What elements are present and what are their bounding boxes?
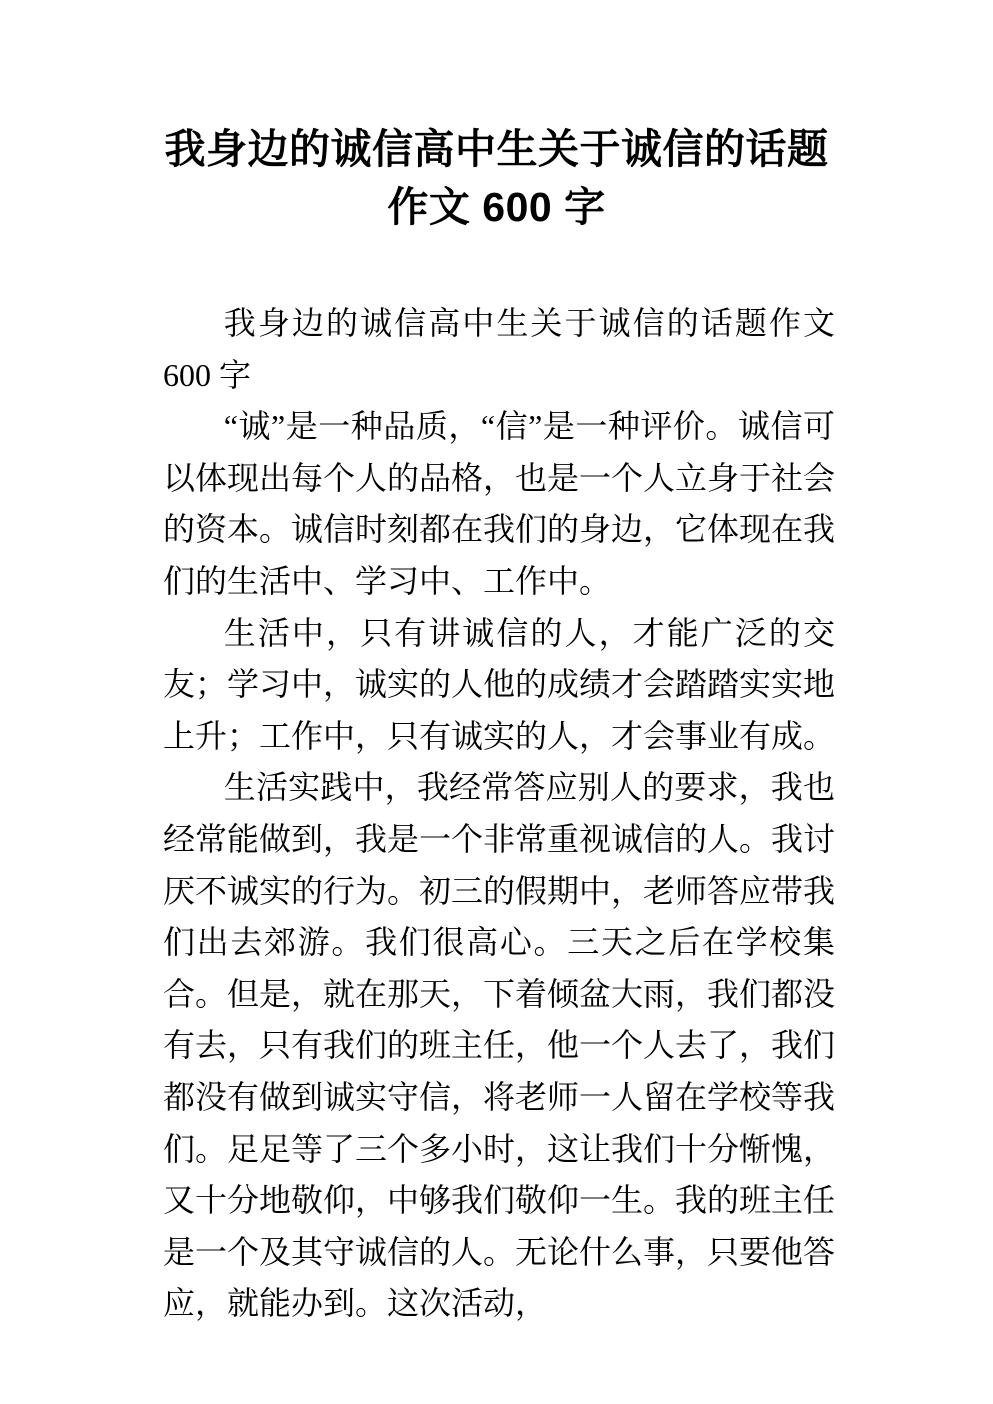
body-paragraph: “诚”是一种品质，“信”是一种评价。诚信可以体现出每个人的品格，也是一个人立身于社会的资本。诚信时刻都在我们的身边，它体现在我们的生活中、学习中、工作中。 xyxy=(163,408,836,599)
document-title-line-2: 作文 600 字 xyxy=(387,184,606,230)
body-paragraph: 生活实践中，我经常答应别人的要求，我也经常能做到，我是一个非常重视诚信的人。我讨厌不诚实的行为。初三的假期中，老师答应带我们出去郊游。我们很高心。三天之后在学校集合。但是，就在那天，下着倾盆大雨，我们都没有去，只有我们的班主任，他一个人去了，我们都没有做到诚实守信，将老师一人留在学校等我们。足足等了三个多小时，这让我们十分惭愧，又十分地敬仰，中够我们敬仰一生。我的班主任是一个及其守诚信的人。无论什么事，只要他答应，就能办到。这次活动， xyxy=(163,769,836,1322)
document-body xyxy=(163,298,835,1330)
document-title-line-1: 我身边的诚信高中生关于诚信的话题 xyxy=(164,126,829,172)
body-paragraph-intro: 我身边的诚信高中生关于诚信的话题作文 600 字 xyxy=(163,305,835,393)
document-title xyxy=(0,120,993,236)
body-paragraph: 生活中，只有讲诚信的人，才能广泛的交友；学习中，诚实的人他的成绩才会踏踏实实地上升；工作中，只有诚实的人，才会事业有成。 xyxy=(163,614,836,754)
